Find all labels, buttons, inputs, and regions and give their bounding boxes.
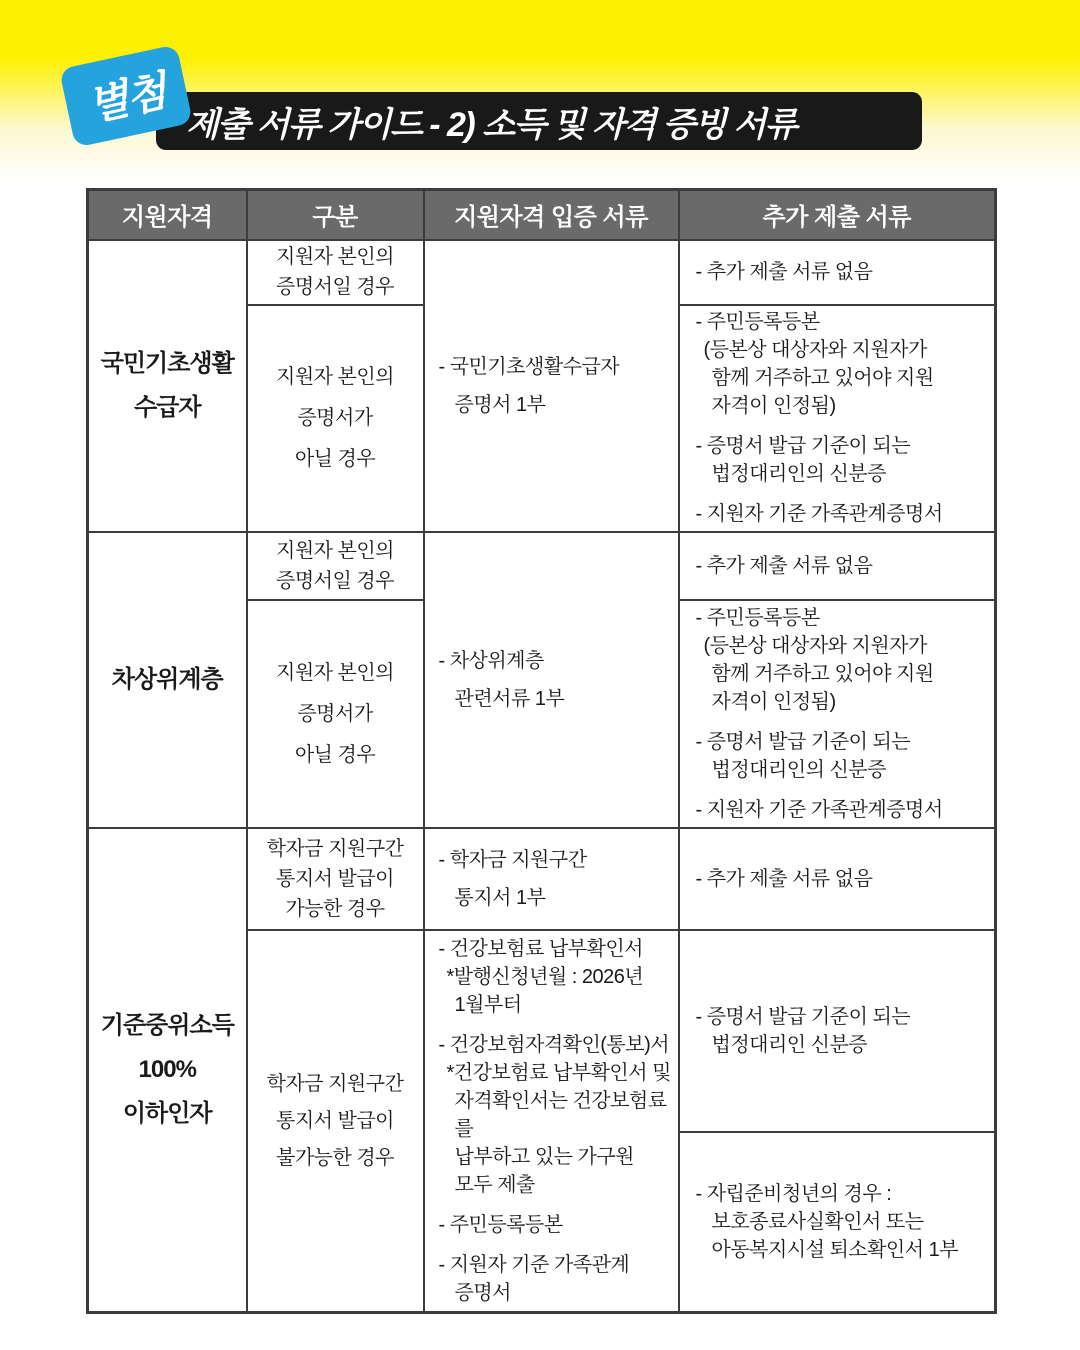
case-cell-own-certificate xyxy=(247,532,424,600)
text-line: 증명서가 xyxy=(297,702,373,725)
text-line: - 증명서 발급 기준이 되는 xyxy=(695,1005,911,1028)
extra-docs-cell-list xyxy=(679,305,996,532)
text-line: 모두 제출 xyxy=(454,1173,535,1196)
text-line: 자격이 인정됨) xyxy=(711,395,836,417)
case-cell-notice-available xyxy=(247,828,424,930)
text-line: - 지원자 기준 가족관계 xyxy=(438,1253,630,1276)
text-line: - 차상위계층 xyxy=(438,649,544,672)
text-line: (등본상 대상자와 지원자가 xyxy=(703,339,927,361)
extra-docs-cell-none xyxy=(679,240,996,305)
text-line: 증명서가 xyxy=(297,407,373,429)
text-line: 증명서일 경우 xyxy=(276,276,394,298)
text-line: 지원자 본인의 xyxy=(276,539,394,562)
text-line: 수급자 xyxy=(133,393,201,421)
header-category: 구분 xyxy=(247,190,424,240)
text-line: - 건강보험자격확인(통보)서 xyxy=(438,1033,670,1056)
text-line: 통지서 1부 xyxy=(454,886,546,909)
text-line: 자격이 인정됨) xyxy=(711,690,836,713)
text-line: - 학자금 지원구간 xyxy=(438,848,587,871)
attachment-badge-label: 별첨 xyxy=(83,67,170,130)
text-line: - 자립준비청년의 경우 : xyxy=(695,1182,892,1205)
extra-docs-cell-self-reliant-youth xyxy=(679,1132,996,1312)
text-line: (등본상 대상자와 지원자가 xyxy=(703,634,927,657)
text-line: - 추가 제출 서류 없음 xyxy=(695,261,873,283)
extra-docs-cell-none xyxy=(679,532,996,600)
qualification-cell-basic-livelihood xyxy=(88,240,247,532)
text-line: - 주민등록등본 xyxy=(438,1213,563,1236)
text-line: 법정대리인 신분증 xyxy=(711,1033,868,1056)
case-cell-own-certificate xyxy=(247,240,424,305)
text-line: 국민기초생활 xyxy=(100,349,234,377)
text-line: 아닐 경우 xyxy=(294,743,376,766)
text-line: 납부하고 있는 가구원 xyxy=(454,1145,634,1168)
text-line: 차상위계층 xyxy=(111,665,223,693)
proof-docs-cell xyxy=(424,240,679,532)
extra-docs-cell-none xyxy=(679,828,996,930)
text-line: 함께 거주하고 있어야 지원 xyxy=(711,662,934,685)
text-line: 법정대리인의 신분증 xyxy=(711,758,886,781)
header-extra-docs: 추가 제출 서류 xyxy=(679,190,996,240)
text-line: 법정대리인의 신분증 xyxy=(711,463,886,485)
proof-docs-cell-list xyxy=(424,930,679,1313)
qualification-cell-median-income xyxy=(88,828,247,1313)
text-line: - 건강보험료 납부확인서 xyxy=(438,937,643,960)
header-proof-docs: 지원자격 입증 서류 xyxy=(424,190,679,240)
text-line: *건강보험료 납부확인서 및 xyxy=(446,1061,671,1084)
text-line: 증명서 1부 xyxy=(454,393,546,416)
text-line: - 주민등록등본 xyxy=(695,311,820,333)
text-line: - 증명서 발급 기준이 되는 xyxy=(695,730,911,753)
text-line: - 추가 제출 서류 없음 xyxy=(695,867,873,890)
text-line: 아동복지시설 퇴소확인서 1부 xyxy=(711,1238,959,1261)
text-line: 자격확인서는 건강보험료를 xyxy=(454,1089,667,1140)
text-line: 지원자 본인의 xyxy=(276,246,394,268)
text-line: - 증명서 발급 기준이 되는 xyxy=(695,435,911,457)
extra-docs-cell-guardian-id xyxy=(679,930,996,1132)
text-line: 증명서일 경우 xyxy=(276,569,394,592)
proof-docs-cell xyxy=(424,828,679,930)
text-line: 불가능한 경우 xyxy=(276,1146,394,1169)
text-line: 학자금 지원구간 xyxy=(266,1072,404,1095)
text-line: 학자금 지원구간 xyxy=(266,837,404,860)
text-line: *발행신청년월 : 2026년 xyxy=(446,965,644,988)
text-line: 아닐 경우 xyxy=(294,448,376,470)
documents-table xyxy=(86,188,997,1314)
text-line: - 추가 제출 서류 없음 xyxy=(695,554,873,577)
text-line: 기준중위소득 xyxy=(100,1011,234,1039)
case-cell-notice-unavailable xyxy=(247,930,424,1313)
proof-docs-cell xyxy=(424,532,679,828)
text-line: 보호종료사실확인서 또는 xyxy=(711,1210,924,1233)
text-line: - 국민기초생활수급자 xyxy=(438,355,620,378)
text-line: 1월부터 xyxy=(454,993,522,1016)
text-line: 관련서류 1부 xyxy=(454,687,565,710)
text-line: 이하인자 xyxy=(122,1099,212,1127)
table-row xyxy=(88,240,996,305)
text-line: 지원자 본인의 xyxy=(276,366,394,388)
text-line: 통지서 발급이 xyxy=(276,867,394,890)
case-cell-not-own-certificate xyxy=(247,600,424,828)
text-line: - 지원자 기준 가족관계증명서 xyxy=(695,503,943,525)
text-line: - 지원자 기준 가족관계증명서 xyxy=(695,798,943,821)
text-line: 가능한 경우 xyxy=(285,897,385,920)
table-header-row xyxy=(88,190,996,240)
table-row xyxy=(88,532,996,600)
text-line: 지원자 본인의 xyxy=(276,661,394,684)
case-cell-not-own-certificate xyxy=(247,305,424,532)
text-line: 통지서 발급이 xyxy=(276,1109,394,1132)
qualification-cell-near-poverty xyxy=(88,532,247,828)
text-line: 100% xyxy=(138,1055,196,1083)
title-banner xyxy=(156,92,922,150)
header-qualification: 지원자격 xyxy=(88,190,247,240)
extra-docs-cell-list xyxy=(679,600,996,828)
table-row xyxy=(88,828,996,930)
text-line: - 주민등록등본 xyxy=(695,606,820,629)
text-line: 증명서 xyxy=(454,1281,511,1304)
text-line: 함께 거주하고 있어야 지원 xyxy=(711,367,934,389)
page-title: 제출 서류 가이드 - 2) 소득 및 자격 증빙 서류 xyxy=(186,105,797,144)
